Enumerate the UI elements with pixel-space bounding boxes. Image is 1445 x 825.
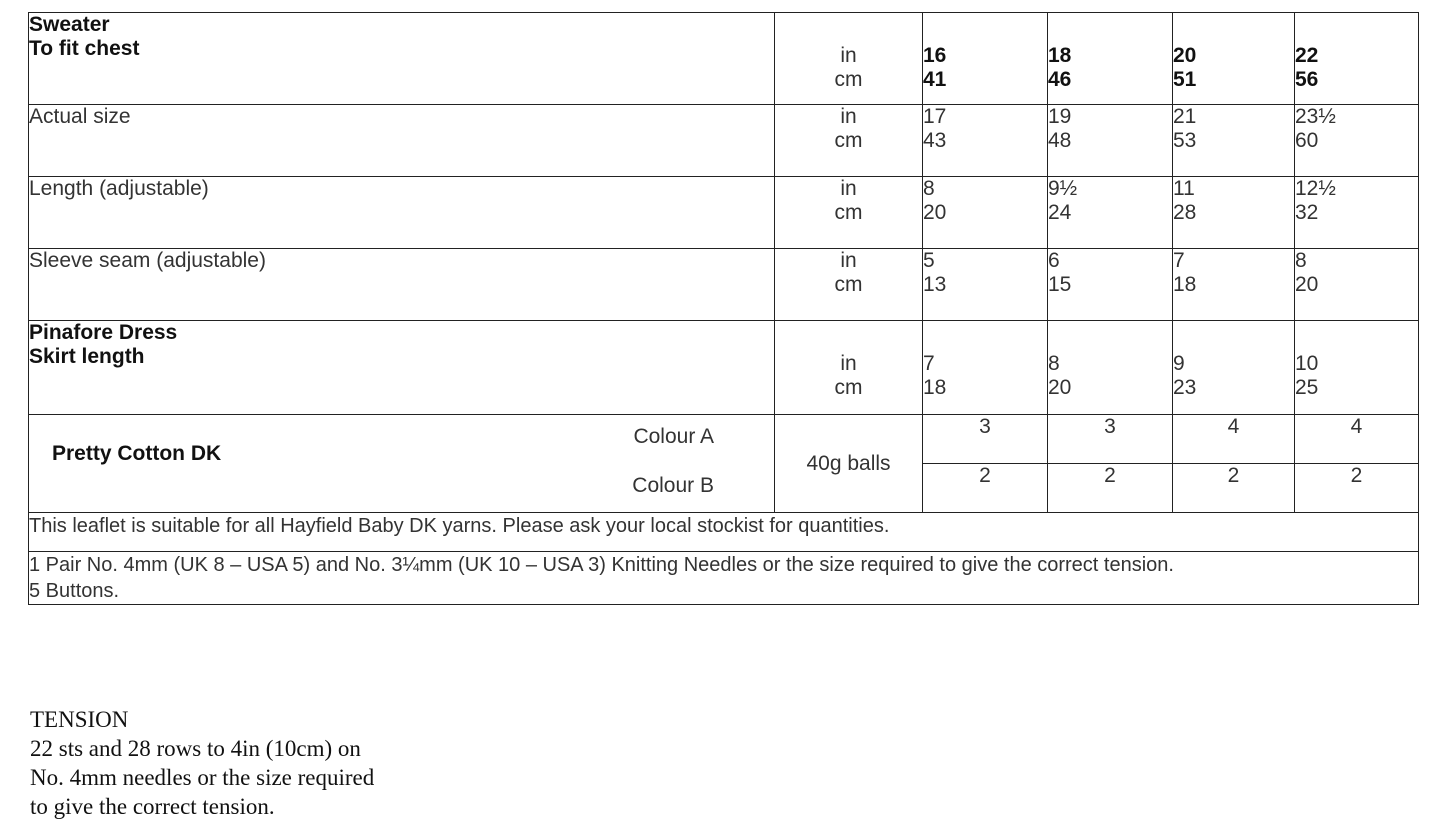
sweater-label [29,13,775,105]
unit-cell: in cm [775,321,923,415]
sleeve-row [29,249,1419,321]
tension-line: to give the correct tension. [30,794,275,819]
value-cell: 23½ 60 [1295,105,1419,177]
pinafore-label [29,321,775,415]
value-cell: 9 23 [1173,321,1295,415]
yarn-name: Pretty Cotton DK [52,441,222,465]
qty-cell: 3 [1048,415,1173,464]
value-cell: 7 18 [923,321,1048,415]
yarn-label-cell-b [29,441,775,513]
skirt-row [29,321,1419,415]
chest-row [29,13,1419,105]
value-cell: 12½ 32 [1295,177,1419,249]
value-cell: 17 43 [923,105,1048,177]
value-cell: 8 20 [1295,249,1419,321]
colour-b-label: Colour B [632,473,714,497]
value-cell: 9½ 24 [1048,177,1173,249]
length-row [29,177,1419,249]
value-cell: 10 25 [1295,321,1419,415]
value-cell: 8 20 [1048,321,1173,415]
needles-text: 1 Pair No. 4mm (UK 8 – USA 5) and No. 3¼mm (UK 10 – USA 3) Knitting Needles or the size required to give the correct tension. [29,554,1174,576]
unit-cell: in cm [775,13,923,105]
row-label: Actual size [29,105,775,177]
value-cell: 19 48 [1048,105,1173,177]
skirt-label: Skirt length [29,345,145,368]
balls-cell: 40g balls [775,415,923,513]
actual-size-row [29,105,1419,177]
pinafore-title: Pinafore Dress [29,321,178,344]
unit-cell: in cm [775,105,923,177]
tension-line: No. 4mm needles or the size required [30,765,375,790]
row-label: Sleeve seam (adjustable) [29,249,775,321]
unit-cell: in cm [775,249,923,321]
note-row [29,513,1419,552]
buttons-text: 5 Buttons. [29,580,120,602]
qty-cell: 4 [1295,415,1419,464]
qty-cell: 2 [1173,464,1295,513]
qty-cell: 2 [923,464,1048,513]
value-cell: 21 53 [1173,105,1295,177]
unit-cell: in cm [775,177,923,249]
tension-line: 22 sts and 28 rows to 4in (10cm) on [30,736,361,761]
size-header-cell: 20 51 [1173,13,1295,105]
sweater-title: Sweater [29,13,110,36]
row-label: Length (adjustable) [29,177,775,249]
value-cell: 5 13 [923,249,1048,321]
size-table [28,12,1419,605]
yarn-note: This leaflet is suitable for all Hayfield Baby DK yarns. Please ask your local stockist for quantities. [29,513,1419,552]
value-cell: 8 20 [923,177,1048,249]
needles-note [29,552,1419,605]
qty-cell: 2 [1048,464,1173,513]
tension-heading: TENSION [30,707,129,732]
needles-row [29,552,1419,605]
yarn-row-a [29,415,1419,464]
value-cell: 11 28 [1173,177,1295,249]
yarn-row-b [29,464,1419,513]
value-cell: 6 15 [1048,249,1173,321]
qty-cell: 3 [923,415,1048,464]
chest-label: To fit chest [29,37,140,60]
qty-cell: 2 [1295,464,1419,513]
size-header-cell: 18 46 [1048,13,1173,105]
size-header-cell: 16 41 [923,13,1048,105]
colour-a-label: Colour A [633,425,714,448]
value-cell: 7 18 [1173,249,1295,321]
qty-cell: 4 [1173,415,1295,464]
tension-section [30,705,374,821]
size-header-cell: 22 56 [1295,13,1419,105]
